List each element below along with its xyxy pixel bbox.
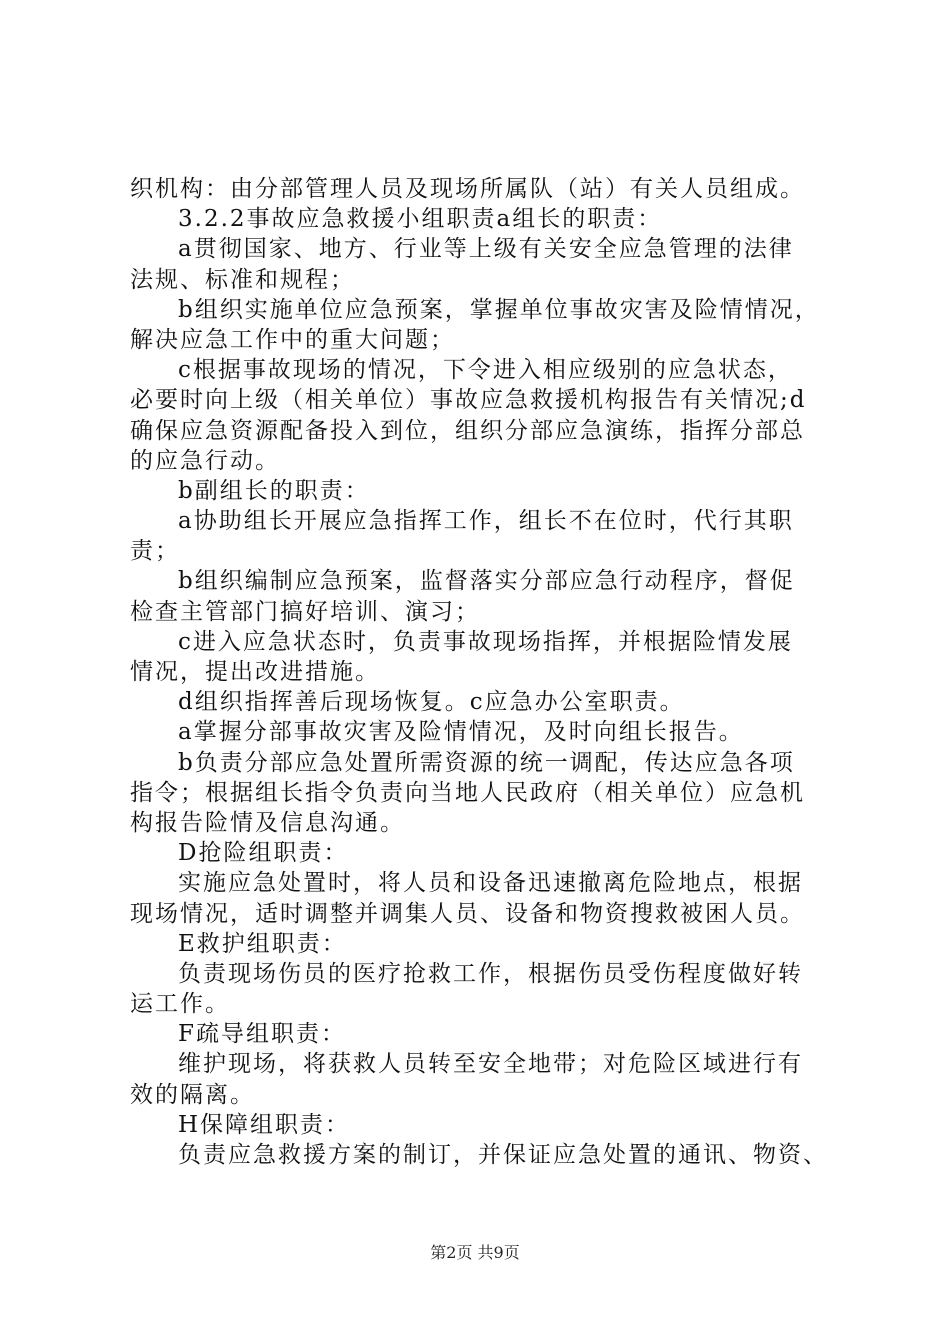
- text-line: b组织编制应急预案，监督落实分部应急行动程序，督促: [178, 568, 795, 595]
- text-line: 构报告险情及信息沟通。: [130, 809, 405, 836]
- document-body: [130, 174, 830, 1170]
- text-line: a贯彻国家、地方、行业等上级有关安全应急管理的法律: [178, 236, 794, 263]
- text-line: b组织实施单位应急预案，掌握单位事故灾害及险情情况，: [178, 296, 820, 323]
- page-footer: 第2页 共9页: [430, 1243, 520, 1262]
- text-line: F疏导组职责：: [178, 1021, 346, 1048]
- text-line: E救护组职责：: [178, 930, 347, 957]
- text-line: 效的隔离。: [130, 1081, 255, 1108]
- text-line: 实施应急处置时，将人员和设备迅速撤离危险地点，根据: [178, 870, 803, 897]
- text-line: 维护现场，将获救人员转至安全地带；对危险区域进行有: [178, 1051, 803, 1078]
- text-line: 解决应急工作中的重大问题；: [130, 326, 455, 353]
- text-line: 负责现场伤员的医疗抢救工作，根据伤员受伤程度做好转: [178, 960, 803, 987]
- text-line: 情况，提出改进措施。: [130, 659, 380, 685]
- text-line: 责；: [130, 538, 180, 565]
- text-line: d组织指挥善后现场恢复。c应急办公室职责。: [178, 689, 685, 716]
- text-line: 指令；根据组长指令负责向当地人民政府（相关单位）应急机: [130, 779, 805, 806]
- text-line: 运工作。: [130, 991, 230, 1018]
- text-line: b副组长的职责：: [178, 477, 370, 504]
- text-line: 必要时向上级（相关单位）事故应急救援机构报告有关情况;d: [130, 387, 807, 414]
- text-line: b负责分部应急处置所需资源的统一调配，传达应急各项: [178, 749, 795, 776]
- text-line: D抢险组职责：: [178, 840, 349, 867]
- text-line: 3.2.2事故应急救援小组职责a组长的职责：: [178, 206, 663, 233]
- text-line: 负责应急救援方案的制订，并保证应急处置的通讯、物资、: [178, 1142, 828, 1168]
- text-line: a协助组长开展应急指挥工作，组长不在位时，代行其职: [178, 508, 794, 535]
- text-line: 检查主管部门搞好培训、演习；: [130, 598, 480, 625]
- text-line: 织机构：由分部管理人员及现场所属队（站）有关人员组成。: [130, 176, 805, 202]
- text-line: H保障组职责：: [178, 1111, 351, 1138]
- text-line: c进入应急状态时，负责事故现场指挥，并根据险情发展: [178, 628, 793, 655]
- text-line: 现场情况，适时调整并调集人员、设备和物资搜救被困人员。: [130, 900, 805, 927]
- text-line: 的应急行动。: [130, 447, 280, 474]
- text-line: a掌握分部事故灾害及险情情况，及时向组长报告。: [178, 719, 744, 746]
- text-line: c根据事故现场的情况，下令进入相应级别的应急状态，: [178, 357, 793, 384]
- text-line: 确保应急资源配备投入到位，组织分部应急演练，指挥分部总: [130, 417, 805, 444]
- text-line: 法规、标准和规程；: [130, 266, 355, 293]
